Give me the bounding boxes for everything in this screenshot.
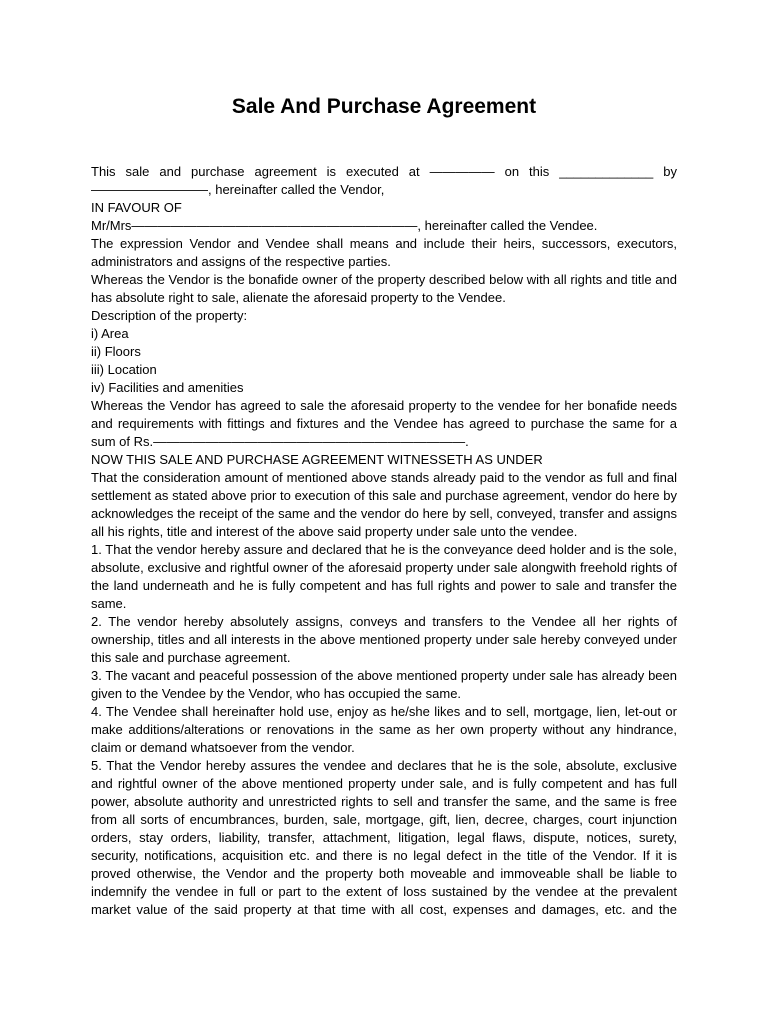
document-title: Sale And Purchase Agreement (231, 95, 537, 118)
clause-3: 3. The vacant and peaceful possession of the above mentioned property under sale has already been given to the Vendee by the Vendor, who has occupied the same. (91, 668, 677, 701)
consideration-paragraph: That the consideration amount of mentioned above stands already paid to the vendor as full and final settlement as stated above prior to execution of this sale and purchase agreement, vendor do here by acknowledges the receipt of the same and the vendor do here by sell, conveyed, transfer and assigns all his rights, title and interest of the above said property under sale unto the vendee. (91, 470, 677, 539)
expression-paragraph: The expression Vendor and Vendee shall means and include their heirs, successors, executors, administrators and assigns of the respective parties. (91, 236, 677, 269)
property-description-heading: Description of the property: (91, 308, 248, 323)
clause-2: 2. The vendor hereby absolutely assigns, conveys and transfers to the Vendee all her rights of ownership, titles and all interests in the above mentioned property under sale hereby conveyed under this sale and purchase agreement. (91, 614, 677, 665)
document-body (91, 163, 677, 919)
in-favour-of-line: IN FAVOUR OF (91, 200, 182, 215)
whereas-agreed-paragraph: Whereas the Vendor has agreed to sale the aforesaid property to the vendee for her bonafide needs and requirements with fittings and fixtures and the Vendee has agreed to purchase the same for a sum of Rs.————————————————————————. (91, 398, 677, 449)
witnesseth-heading: NOW THIS SALE AND PURCHASE AGREEMENT WITNESSETH AS UNDER (91, 452, 543, 467)
vendee-name-line: Mr/Mrs——————————————————————, hereinafter called the Vendee. (91, 218, 598, 233)
clause-1: 1. That the vendor hereby assure and declared that he is the conveyance deed holder and is the sole, absolute, exclusive and rightful owner of the aforesaid property under sale alongwith freehold rights of the land underneath and he is fully competent and has full rights and power to sale and transfer the same. (91, 542, 677, 611)
intro-paragraph: This sale and purchase agreement is executed at ————— on this _____________ by —————————, hereinafter called the Vendor, (91, 164, 677, 197)
whereas-owner-paragraph: Whereas the Vendor is the bonafide owner of the property described below with all rights and title and has absolute right to sale, alienate the aforesaid property to the Vendee. (91, 272, 677, 305)
clause-4: 4. The Vendee shall hereinafter hold use, enjoy as he/she likes and to sell, mortgage, lien, let-out or make additions/alterations or renovations in the same as her own property without any hindrance, claim or demand whatsoever from the vendor. (91, 704, 677, 755)
clause-5: 5. That the Vendor hereby assures the vendee and declares that he is the sole, absolute, exclusive and rightful owner of the above mentioned property under sale, and is fully competent and has full power, absolute authority and unrestricted rights to sell and transfer the same, and the same is free from all sorts of encumbrances, burden, sale, mortgage, gift, lien, decree, charges, court injunction orders, stay orders, liability, transfer, attachment, litigation, legal flaws, dispute, notices, surety, security, notifications, acquisition etc. and there is no legal defect in the title of the Vendor. If it is proved otherwise, the Vendor and the property both moveable and immoveable shall be liable to indemnify the vendee in full or part to the extent of loss sustained by the vendee at the prevalent market value of the said property at that time with all cost, expenses and damages, etc. and the (91, 758, 677, 917)
property-item-area: i) Area (91, 326, 129, 341)
property-item-facilities: iv) Facilities and amenities (91, 380, 244, 395)
property-item-floors: ii) Floors (91, 344, 141, 359)
property-item-location: iii) Location (91, 362, 157, 377)
